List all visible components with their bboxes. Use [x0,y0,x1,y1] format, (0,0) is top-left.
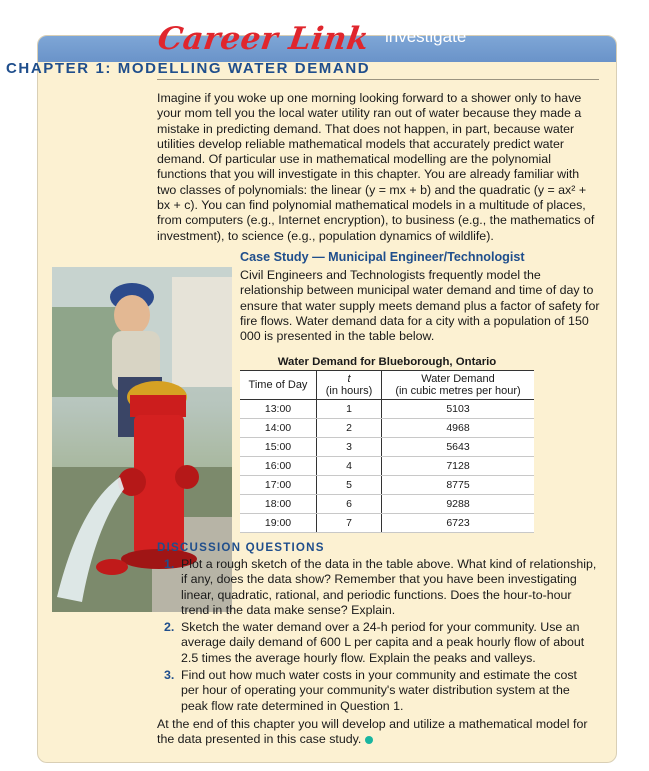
chapter-label: CHAPTER 1: [6,60,113,77]
column-header-demand: Water Demand (in cubic metres per hour) [382,371,535,400]
heading-divider [157,79,599,80]
intro-paragraph: Imagine if you woke up one morning looking forward to a shower only to have your mom tell you the local water utility ran out of water because they made a mistake in predicting demand. That does not happen, in part, because water utilities develop reliable mathematical models that accurately predict water demand. Of particular use in mathematical modelling are the polynomial functions that you will investigate in this chapter. You are already familiar with two classes of polynomials: the linear (y = mx + b) and the quadratic (y = ax² + bx + c). You can find polynomial mathematical models in a multitude of places, from computers (e.g., Internet encryption), to business (e.g., the mathematics of investment), to science (e.g., population dynamics of wildlife). [157,91,595,243]
question-text: Sketch the water demand over a 24-h period for your community. Use an average daily demand of 600 L per capita and a peak hourly flow of about 2.5 times the average hourly flow. Explain the peaks and valleys. [181,620,585,665]
chapter-heading [6,60,370,77]
brand-subtitle: investigate [385,27,467,46]
water-demand-table [240,353,534,533]
question-text: Find out how much water costs in your community and estimate the cost per hour of operating your community's water distribution system at the peak flow rate determined in Question 1. [181,668,577,713]
table-row: 16:00 4 7128 [240,457,534,476]
table-row: 13:00 1 5103 [240,400,534,419]
table-row: 14:00 2 4968 [240,419,534,438]
table-row: 17:00 5 8775 [240,476,534,495]
column-header-time: Time of Day [240,371,317,400]
question-3 [157,668,597,714]
end-marker-icon [365,736,373,744]
closing-paragraph: At the end of this chapter you will develop and utilize a mathematical model for the data presented in this case study. [157,717,588,747]
question-1 [157,557,597,618]
career-link-logo: Career Link [155,21,372,57]
question-number: 2. [164,620,175,634]
chapter-title: MODELLING WATER DEMAND [117,60,371,77]
question-number: 1. [164,557,175,571]
discussion-questions-heading: DISCUSSION QUESTIONS [157,541,325,554]
table-caption: Water Demand for Blueborough, Ontario [240,353,534,371]
table-row: 15:00 3 5643 [240,438,534,457]
case-study-body: Civil Engineers and Technologists frequently model the relationship between municipal water demand and time of day to ensure that water supply meets demand plus a factor of safety for fire flows. Water demand data for a city with a population of 150 000 is presented in the table below. [240,268,600,344]
table-row: 18:00 6 9288 [240,495,534,514]
question-2 [157,620,597,666]
table-row: 19:00 7 6723 [240,514,534,533]
question-number: 3. [164,668,175,682]
column-header-t: t (in hours) [317,371,382,400]
question-text: Plot a rough sketch of the data in the table above. What kind of relationship, if any, does the data show? Remember that you have been investigating linear, quadratic, rational, and periodic functions. Does the hour-to-hour trend in the data make sense? Explain. [181,557,597,617]
case-study-title: Case Study — Municipal Engineer/Technologist [240,250,525,264]
